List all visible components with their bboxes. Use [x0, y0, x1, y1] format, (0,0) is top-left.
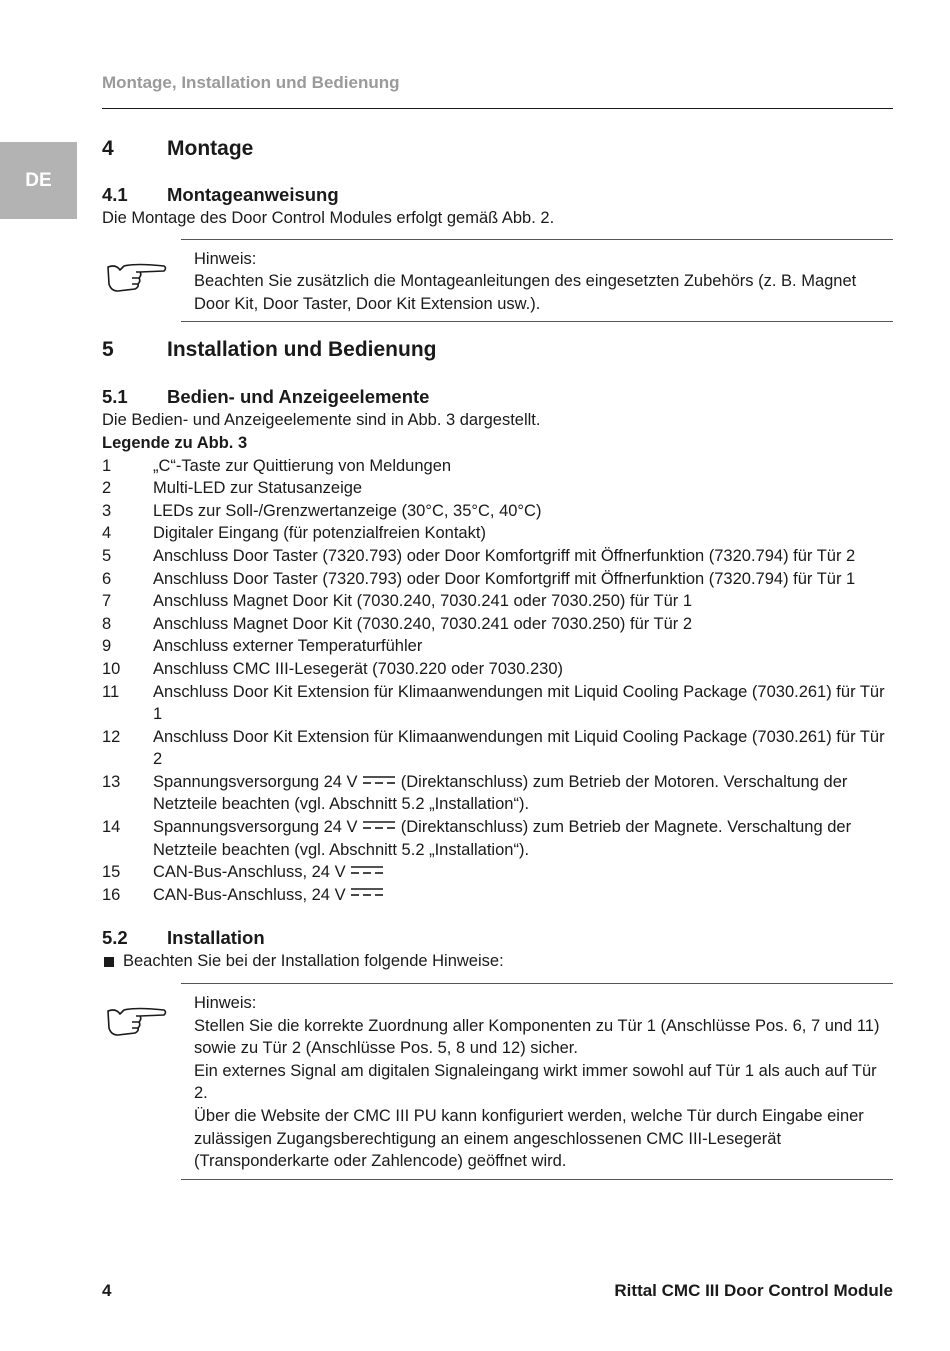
section-title: Installation und Bedienung	[167, 338, 437, 362]
legend-title: Legende zu Abb. 3	[102, 433, 248, 452]
header-rule	[102, 108, 893, 109]
page-content	[102, 136, 893, 1180]
note-text: Über die Website der CMC III PU kann konfiguriert werden, welche Tür durch Eingabe einer zulässigen Zugangsberechtigung an einem angeschlossenen CMC III-Lesegerät (Transponderkarte oder Zahlencode) geöffnet wird.	[194, 1107, 864, 1171]
section-number: 4	[102, 137, 114, 160]
note-text: Stellen Sie die korrekte Zuordnung aller Komponenten zu Tür 1 (Anschlüsse Pos. 6, 7 und 11) sowie zu Tür 2 (Anschlüsse Pos. 5, 8 und 12) sicher.	[194, 1016, 880, 1058]
list-item: 8 Anschluss Magnet Door Kit (7030.240, 7030.241 oder 7030.250) für Tür 2	[102, 614, 693, 633]
list-item: 6 Anschluss Door Taster (7320.793) oder Door Komfortgriff mit Öffnerfunktion (7320.794) für Tür 1	[102, 569, 856, 588]
list-item: 9 Anschluss externer Temperaturfühler	[102, 637, 423, 656]
bullet-item: Beachten Sie bei der Installation folgende Hinweise:	[102, 950, 893, 973]
list-item: 1 „C“-Taste zur Quittierung von Meldungen	[102, 456, 452, 475]
section-number: 5	[102, 338, 114, 362]
dc-voltage-icon	[363, 820, 395, 830]
running-head: Montage, Installation und Bedienung	[102, 73, 400, 92]
section-5-1-heading	[102, 385, 893, 409]
section-4-1-text: Die Montage des Door Control Modules erfolgt gemäß Abb. 2.	[102, 209, 555, 227]
section-title: Installation	[167, 927, 265, 949]
list-item: 15 CAN-Bus-Anschluss, 24 V	[102, 861, 893, 884]
section-number: 5.2	[102, 927, 128, 949]
section-4-1-heading	[102, 183, 893, 207]
section-number: 5.1	[102, 386, 128, 408]
square-bullet-icon	[104, 957, 114, 967]
list-item: 12 Anschluss Door Kit Extension für Klimaanwendungen mit Liquid Cooling Package (7030.261) für Tür 2	[102, 727, 885, 769]
pointing-hand-icon	[106, 1002, 168, 1038]
section-5-1-text: Die Bedien- und Anzeigeelemente sind in Abb. 3 dargestellt.	[102, 411, 541, 430]
list-item: 7 Anschluss Magnet Door Kit (7030.240, 7030.241 oder 7030.250) für Tür 1	[102, 592, 693, 611]
pointing-hand-icon	[106, 258, 168, 294]
section-title: Montage	[167, 137, 254, 160]
legend-list	[102, 455, 893, 907]
note-box-1	[181, 239, 893, 323]
note-text: Ein externes Signal am digitalen Signaleingang wirkt immer sowohl auf Tür 1 als auch auf Tür 2.	[194, 1061, 877, 1103]
list-item: 5 Anschluss Door Taster (7320.793) oder Door Komfortgriff mit Öffnerfunktion (7320.794) für Tür 2	[102, 546, 856, 565]
language-tab: DE	[0, 142, 77, 219]
section-title: Montageanweisung	[167, 184, 339, 205]
section-title: Bedien- und Anzeigeelemente	[167, 386, 430, 408]
note-box-2	[181, 983, 893, 1180]
list-item: 4 Digitaler Eingang (für potenzialfreien Kontakt)	[102, 524, 486, 543]
note-label: Hinweis:	[194, 249, 257, 268]
list-item: 2 Multi-LED zur Statusanzeige	[102, 479, 363, 498]
page-number: 4	[102, 1281, 112, 1300]
section-4-heading	[102, 136, 893, 162]
section-5-2-heading	[102, 926, 893, 950]
section-number: 4.1	[102, 184, 128, 205]
list-item: 14 Spannungsversorgung 24 V (Direktanschluss) zum Betrieb der Magnete. Verschaltung der Netzteile beachten (vgl. Abschnitt 5.2 „Installation“).	[102, 818, 852, 859]
note-label: Hinweis:	[194, 994, 257, 1013]
dc-voltage-icon	[351, 865, 383, 875]
list-item: 16 CAN-Bus-Anschluss, 24 V	[102, 884, 893, 907]
dc-voltage-icon	[351, 887, 383, 897]
dc-voltage-icon	[363, 775, 395, 785]
list-item: 13 Spannungsversorgung 24 V (Direktanschluss) zum Betrieb der Motoren. Verschaltung der Netzteile beachten (vgl. Abschnitt 5.2 „Installation“).	[102, 772, 848, 814]
list-item: 10 Anschluss CMC III-Lesegerät (7030.220 oder 7030.230)	[102, 659, 563, 678]
section-5-heading	[102, 337, 893, 363]
list-item: 11 Anschluss Door Kit Extension für Klimaanwendungen mit Liquid Cooling Package (7030.261) für Tür 1	[102, 682, 885, 724]
note-text: Beachten Sie zusätzlich die Montageanleitungen des eingesetzten Zubehörs (z. B. Magnet Door Kit, Door Taster, Door Kit Extension usw.).	[194, 272, 857, 313]
footer-title: Rittal CMC III Door Control Module	[614, 1281, 893, 1300]
list-item: 3 LEDs zur Soll-/Grenzwertanzeige (30°C, 35°C, 40°C)	[102, 501, 542, 520]
